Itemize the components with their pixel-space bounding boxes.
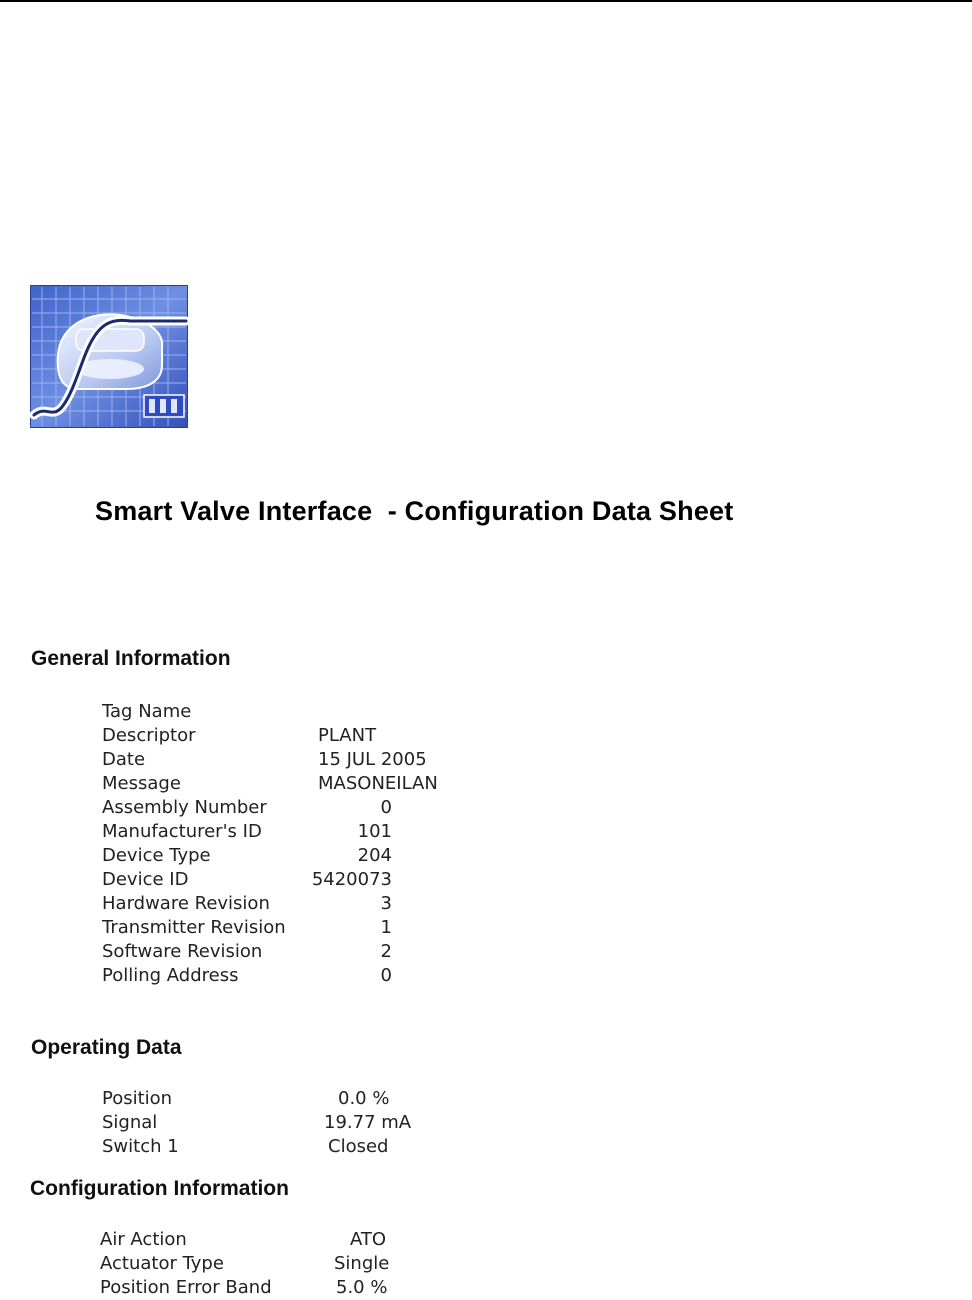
- list-item: [102, 796, 392, 820]
- list-item: [102, 772, 438, 796]
- field-value: 0.0 %: [338, 1088, 390, 1109]
- field-label: Assembly Number: [102, 797, 267, 818]
- field-label: Device Type: [102, 845, 211, 866]
- list-item: [102, 748, 427, 772]
- list-item: [102, 820, 392, 844]
- field-label: Date: [102, 749, 146, 770]
- configuration-information-list: [100, 1228, 390, 1300]
- field-value: 19.77 mA: [324, 1112, 412, 1133]
- field-value: 0: [380, 797, 392, 818]
- field-label: Position: [102, 1088, 173, 1109]
- page-title: Smart Valve Interface - Configuration Data Sheet: [95, 496, 734, 526]
- field-label: Signal: [102, 1112, 158, 1133]
- top-rule: [0, 0, 972, 2]
- field-label: Manufacturer's ID: [102, 821, 262, 842]
- field-value: 0: [380, 965, 392, 986]
- list-item: [102, 844, 392, 868]
- field-label: Position Error Band: [100, 1277, 272, 1298]
- general-information-list: [102, 700, 438, 988]
- field-value: PLANT: [318, 725, 377, 746]
- list-item: [102, 724, 392, 748]
- field-label: Message: [102, 773, 181, 794]
- list-item: [102, 1135, 410, 1159]
- field-value: Single: [334, 1253, 390, 1274]
- field-value: 101: [357, 821, 392, 842]
- field-label: Device ID: [102, 869, 189, 890]
- field-value: 5.0 %: [336, 1277, 388, 1298]
- field-value: 1: [380, 917, 392, 938]
- field-label: Switch 1: [102, 1136, 179, 1157]
- field-label: Air Action: [100, 1229, 187, 1250]
- list-item: [102, 700, 392, 724]
- field-value: 204: [357, 845, 392, 866]
- field-label: Polling Address: [102, 965, 239, 986]
- field-label: Hardware Revision: [102, 893, 270, 914]
- list-item: [102, 868, 392, 892]
- list-item: [102, 1111, 410, 1135]
- list-item: [102, 964, 392, 988]
- list-item: [100, 1252, 390, 1276]
- field-value: Closed: [328, 1136, 389, 1157]
- valve-curve-logo-icon: [30, 285, 188, 428]
- field-value: ATO: [350, 1229, 387, 1250]
- field-value: 5420073: [311, 869, 392, 890]
- list-item: [100, 1228, 390, 1252]
- general-information-heading: General Information: [31, 647, 231, 670]
- list-item: [102, 892, 392, 916]
- field-label: Software Revision: [102, 941, 263, 962]
- field-value: 2: [380, 941, 392, 962]
- field-label: Descriptor: [102, 725, 196, 746]
- field-label: Transmitter Revision: [102, 917, 286, 938]
- list-item: [102, 940, 392, 964]
- list-item: [100, 1276, 390, 1300]
- operating-data-heading: Operating Data: [31, 1036, 182, 1059]
- field-value: 15 JUL 2005: [318, 749, 427, 770]
- operating-data-list: [102, 1087, 410, 1159]
- field-label: Tag Name: [102, 701, 192, 722]
- list-item: [102, 1087, 410, 1111]
- field-value: MASONEILAN: [318, 773, 438, 794]
- list-item: [102, 916, 392, 940]
- field-label: Actuator Type: [100, 1253, 224, 1274]
- configuration-information-heading: Configuration Information: [30, 1177, 289, 1200]
- field-value: 3: [380, 893, 392, 914]
